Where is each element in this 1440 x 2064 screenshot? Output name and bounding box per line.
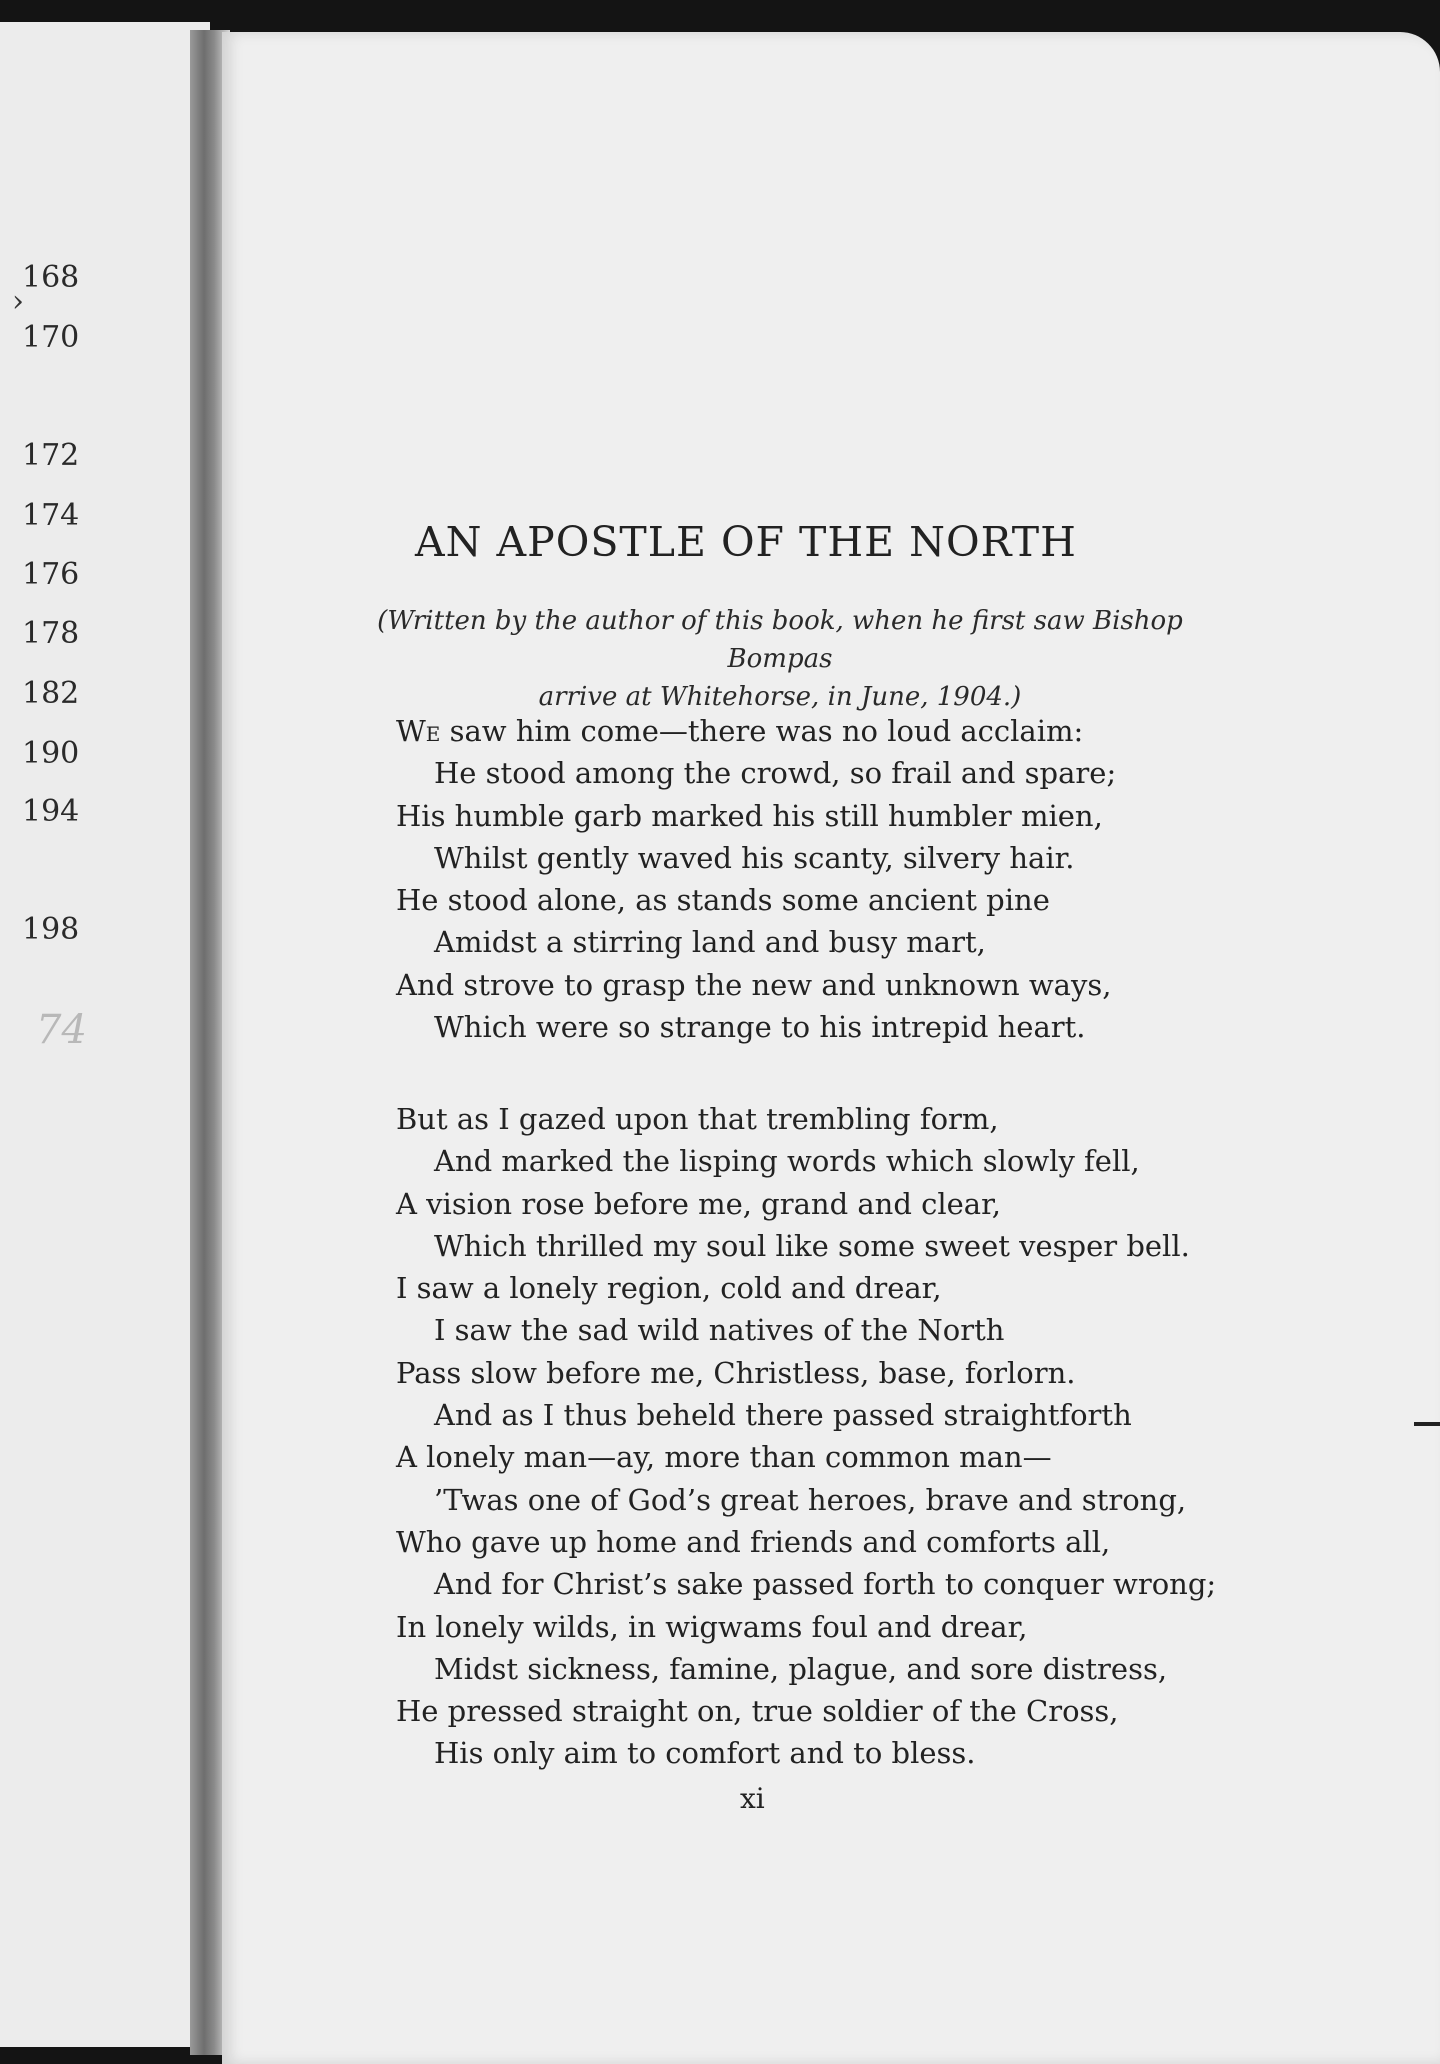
stanza-1 xyxy=(396,710,1256,1048)
poem-line: In lonely wilds, in wigwams foul and drear, xyxy=(396,1609,1028,1644)
poem-line: Who gave up home and friends and comforts all, xyxy=(396,1524,1111,1559)
page-number: 174 xyxy=(22,498,80,533)
poem-line: A lonely man—ay, more than common man— xyxy=(396,1440,1052,1475)
page-number: 182 xyxy=(22,676,80,711)
poem-line: Which thrilled my soul like some sweet vesper bell. xyxy=(434,1228,1190,1263)
stanza-2 xyxy=(396,1098,1256,1775)
poem-line: Pass slow before me, Christless, base, forlorn. xyxy=(396,1355,1076,1390)
poem-line: Which were so strange to his intrepid heart. xyxy=(434,1010,1086,1045)
poem-line: ’Twas one of God’s great heroes, brave and strong, xyxy=(434,1482,1187,1517)
page-number: 168 xyxy=(22,260,80,295)
handwritten-note: 74 xyxy=(36,1007,87,1053)
poem-line xyxy=(396,710,1256,752)
page-number: 178 xyxy=(22,616,80,651)
poem-line: Whilst gently waved his scanty, silvery hair. xyxy=(434,840,1075,875)
page-folio: xi xyxy=(740,1782,765,1815)
poem-line: Midst sickness, famine, plague, and sore distress, xyxy=(434,1651,1168,1686)
page-edge-mark xyxy=(1414,1422,1440,1426)
subtitle-line: (Written by the author of this book, when he first saw Bishop Bompas xyxy=(377,606,1183,674)
page-number: 190 xyxy=(22,736,80,771)
page-number: 176 xyxy=(22,557,80,592)
subtitle-line: arrive at Whitehorse, in June, 1904.) xyxy=(538,682,1022,712)
poem-line: But as I gazed upon that trembling form, xyxy=(396,1102,999,1136)
page-number: 198 xyxy=(22,912,80,947)
left-page xyxy=(0,22,210,2047)
poem-line: And for Christ’s sake passed forth to conquer wrong; xyxy=(434,1567,1217,1602)
poem-subtitle xyxy=(330,602,1230,716)
poem-line: His humble garb marked his still humbler mien, xyxy=(396,798,1103,833)
poem-line: He stood alone, as stands some ancient pine xyxy=(396,883,1050,918)
poem-line: Amidst a stirring land and busy mart, xyxy=(434,925,986,960)
first-word: We xyxy=(396,714,441,748)
poem-line: His only aim to comfort and to bless. xyxy=(434,1736,976,1771)
page-number: 172 xyxy=(22,438,80,473)
page-number: 170 xyxy=(22,320,80,355)
poem-line: And strove to grasp the new and unknown ways, xyxy=(396,967,1112,1002)
poem-line: He stood among the crowd, so frail and spare; xyxy=(434,756,1117,791)
poem-line: I saw the sad wild natives of the North xyxy=(434,1313,1005,1348)
poem-line: And as I thus beheld there passed straightforth xyxy=(434,1398,1132,1433)
page-number: 194 xyxy=(22,794,80,829)
poem-line: I saw a lonely region, cold and drear, xyxy=(396,1271,942,1306)
poem-line: He pressed straight on, true soldier of the Cross, xyxy=(396,1694,1119,1729)
left-margin-mark: › xyxy=(12,284,24,319)
poem-line: And marked the lisping words which slowly fell, xyxy=(434,1144,1140,1179)
poem-line: A vision rose before me, grand and clear, xyxy=(396,1186,1001,1221)
poem-line-text: saw him come—there was no loud acclaim: xyxy=(440,714,1084,748)
poem-title: AN APOSTLE OF THE NORTH xyxy=(415,518,1077,566)
